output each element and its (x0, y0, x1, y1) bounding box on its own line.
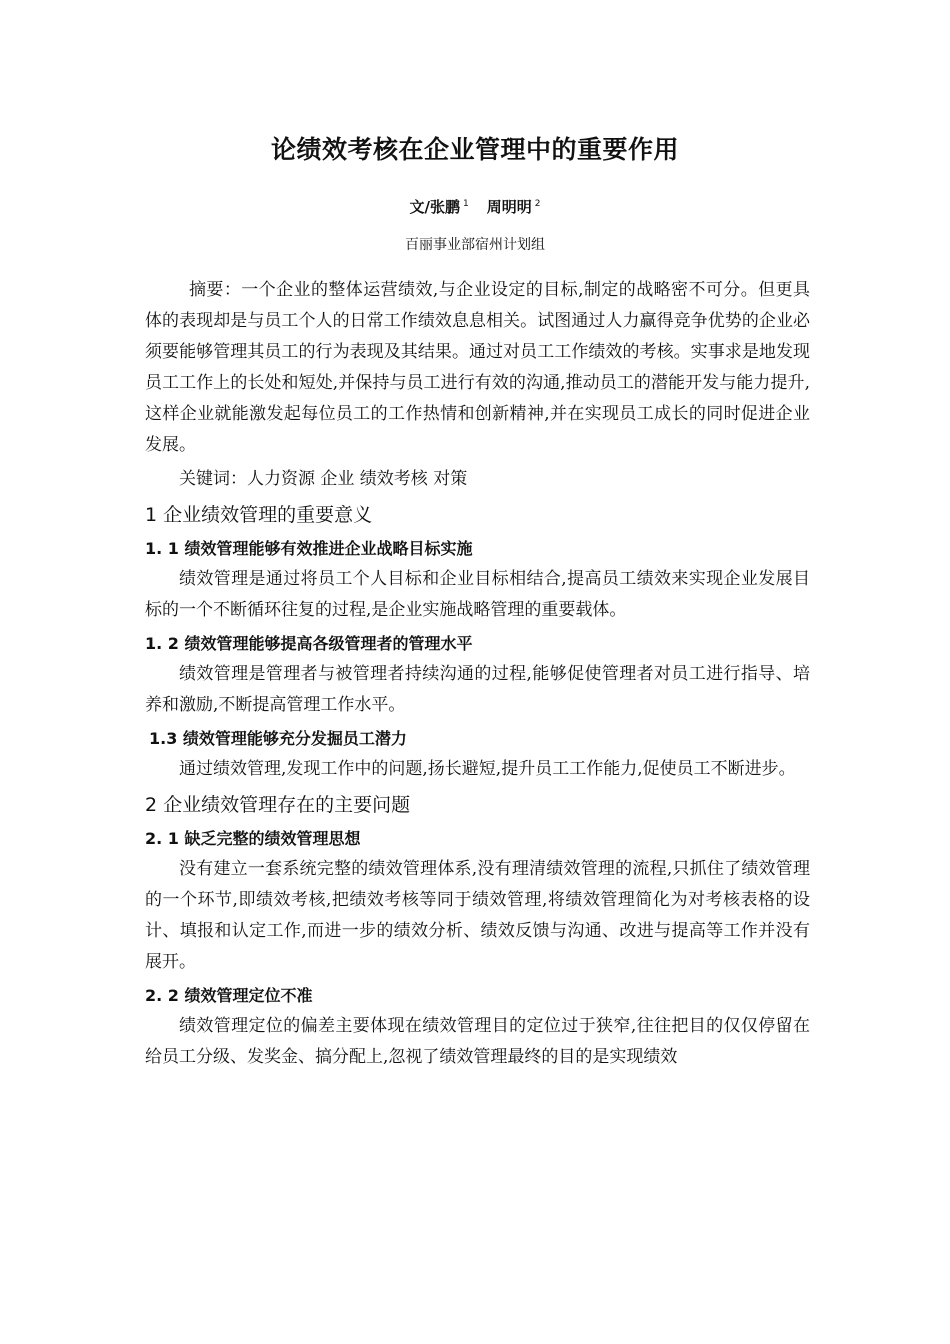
author-1-mark: 1 (463, 199, 469, 209)
subsection-text: 绩效管理定位的偏差主要体现在绩效管理目的定位过于狭窄,往往把目的仅仅停留在给员工分级、发奖金、搞分配上,忽视了绩效管理最终的目的是实现绩效 (145, 1016, 810, 1067)
author-1-name: 文/张鹏 (409, 198, 460, 216)
document-body (145, 275, 810, 1073)
page-title: 论绩效考核在企业管理中的重要作用 (270, 135, 679, 164)
abstract: 摘要：一个企业的整体运营绩效,与企业设定的目标,制定的战略密不可分。但更具体的表现却是与员工个人的日常工作绩效息息相关。试图通过人力赢得竞争优势的企业必须要能够管理其员工的行为表现及其结果。通过对员工工作绩效的考核。实事求是地发现员工工作上的长处和短处,并保持与员工进行有效的沟通,推动员工的潜能开发与能力提升,这样企业就能激发起每位员工的工作热情和创新精神,并在实现员工成长的同时促进企业发展。 (145, 280, 810, 455)
section-heading: 1 企业绩效管理的重要意义 (145, 504, 373, 526)
section-2 (145, 789, 810, 1073)
subsection-heading: 2. 2 绩效管理定位不准 (145, 986, 313, 1005)
author-2-mark: 2 (534, 199, 541, 209)
affiliation: 百丽事业部宿州计划组 (405, 237, 545, 253)
subsection-heading: 1.3 绩效管理能够充分发掘员工潜力 (149, 729, 407, 748)
subsection-heading: 1. 2 绩效管理能够提高各级管理者的管理水平 (145, 634, 473, 653)
subsection-text: 绩效管理是通过将员工个人目标和企业目标相结合,提高员工绩效来实现企业发展目标的一个不断循环往复的过程,是企业实施战略管理的重要载体。 (145, 569, 810, 620)
keywords: 关键词：人力资源 企业 绩效考核 对策 (179, 469, 468, 489)
section-1 (145, 499, 810, 785)
subsection-text: 通过绩效管理,发现工作中的问题,扬长避短,提升员工工作能力,促使员工不断进步。 (179, 759, 796, 779)
subsection-text: 绩效管理是管理者与被管理者持续沟通的过程,能够促使管理者对员工进行指导、培养和激励,不断提高管理工作水平。 (145, 664, 810, 715)
section-heading: 2 企业绩效管理存在的主要问题 (145, 794, 411, 816)
author-2-name: 周明明 (486, 198, 532, 216)
subsection-text: 没有建立一套系统完整的绩效管理体系,没有理清绩效管理的流程,只抓住了绩效管理的一个环节,即绩效考核,把绩效考核等同于绩效管理,将绩效管理简化为对考核表格的设计、填报和认定工作,而进一步的绩效分析、绩效反馈与沟通、改进与提高等工作并没有展开。 (145, 859, 810, 972)
subsection-heading: 1. 1 绩效管理能够有效推进企业战略目标实施 (145, 539, 473, 558)
subsection-heading: 2. 1 缺乏完整的绩效管理思想 (145, 829, 361, 848)
author-line (0, 196, 950, 217)
